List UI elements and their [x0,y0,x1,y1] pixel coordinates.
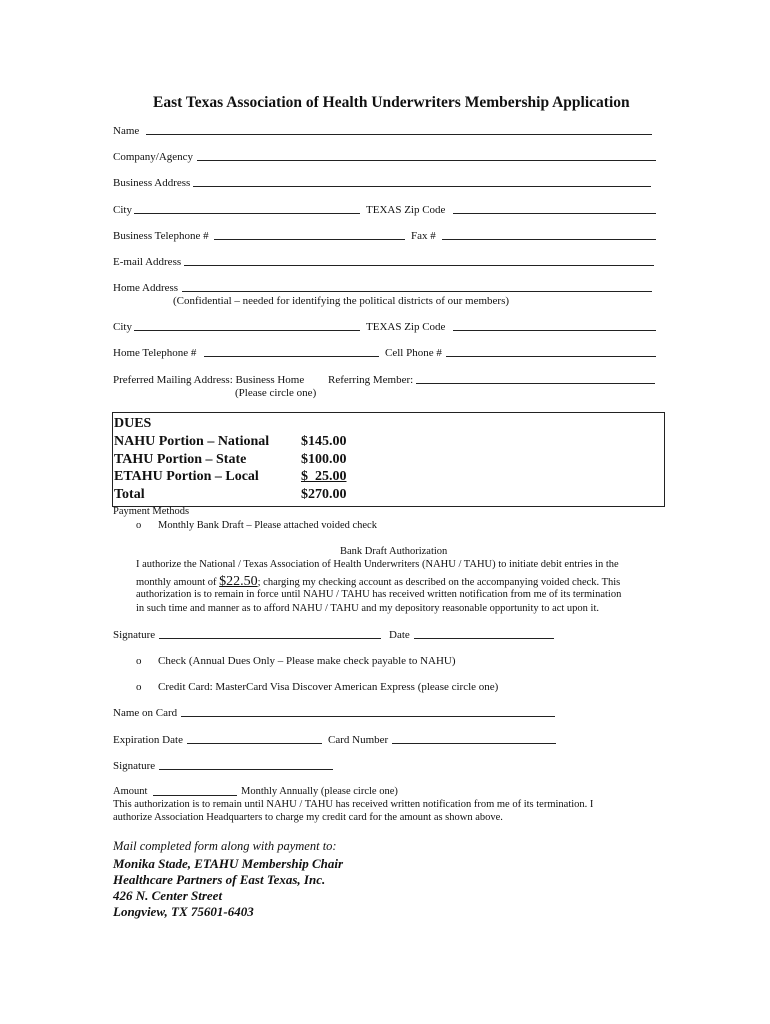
date-field[interactable] [414,638,554,639]
auth-line-2: monthly amount of $22.50; charging my checking account as described on the accompanying voided check. This [136,574,621,589]
fax-label: Fax # [411,230,436,242]
expiration-field[interactable] [187,743,322,744]
dues-local-amount: $ 25.00 [301,469,347,484]
business-phone-field[interactable] [214,239,405,240]
check-option: Check (Annual Dues Only – Please make check payable to NAHU) [158,655,456,667]
name-field[interactable] [146,134,652,135]
home-phone-field[interactable] [204,356,379,357]
auth-line-3: authorization is to remain in force until NAHU / TAHU has received written notification from me of its termination [136,589,622,600]
zip2-field[interactable] [453,330,656,331]
name-on-card-label: Name on Card [113,707,178,719]
please-circle-note: (Please circle one) [235,387,317,399]
zip-label: TEXAS Zip Code [366,204,446,216]
cell-phone-label: Cell Phone # [385,347,442,359]
amount-field[interactable] [153,795,237,796]
dues-total-amount: $270.00 [301,487,347,502]
referring-member-field[interactable] [416,383,655,384]
city2-label: City [113,321,132,333]
card-number-label: Card Number [328,734,389,746]
expiration-label: Expiration Date [113,734,183,746]
dues-local-label: ETAHU Portion – Local [114,469,259,484]
city2-field[interactable] [134,330,360,331]
date-label: Date [389,629,410,641]
home-address-label: Home Address [113,282,179,294]
company-label: Company/Agency [113,151,194,163]
credit-bullet[interactable]: o [136,681,142,693]
name-on-card-field[interactable] [181,716,555,717]
city-label: City [113,204,132,216]
signature-field[interactable] [159,638,381,639]
cc-auth-line-2: authorize Association Headquarters to charge my credit card for the amount as shown above. [113,812,503,823]
auth-amount: $22.50 [219,574,258,589]
dues-heading: DUES [114,416,152,431]
signature2-field[interactable] [159,769,333,770]
bank-draft-heading: Bank Draft Authorization [340,546,448,557]
zip-field[interactable] [453,213,656,214]
amount-label: Amount [113,786,148,797]
bank-draft-option: Monthly Bank Draft – Please attached voided check [158,520,377,531]
business-phone-label: Business Telephone # [113,230,209,242]
referring-member-label: Referring Member: [328,374,414,386]
cell-phone-field[interactable] [446,356,656,357]
bank-draft-bullet[interactable]: o [136,520,142,531]
email-label: E-mail Address [113,256,182,268]
auth-line-1: I authorize the National / Texas Association of Health Underwriters (NAHU / TAHU) to initiate debit entries in the [136,559,619,570]
name-label: Name [113,125,140,137]
mail-line-3: 426 N. Center Street [113,888,223,903]
payment-methods-label: Payment Methods [113,506,190,517]
credit-option[interactable]: Credit Card: MasterCard Visa Discover American Express (please circle one) [158,681,499,693]
dues-state-amount: $100.00 [301,452,347,467]
cc-auth-line-1: This authorization is to remain until NAHU / TAHU has received written notification from me of its termination. I [113,799,594,810]
signature-label: Signature [113,629,156,641]
fax-field[interactable] [442,239,656,240]
dues-total-label: Total [114,487,145,502]
check-bullet[interactable]: o [136,655,142,667]
mail-line-4: Longview, TX 75601-6403 [113,904,254,919]
dues-national-amount: $145.00 [301,434,347,449]
business-address-label: Business Address [113,177,191,189]
card-number-field[interactable] [392,743,556,744]
city-field[interactable] [134,213,360,214]
business-address-field[interactable] [193,186,651,187]
dues-state-label: TAHU Portion – State [114,452,247,467]
form-title: East Texas Association of Health Underwriters Membership Application [153,94,630,111]
mail-intro: Mail completed form along with payment to: [113,839,337,853]
home-address-field[interactable] [182,291,652,292]
dues-national-label: NAHU Portion – National [114,434,270,449]
zip2-label: TEXAS Zip Code [366,321,446,333]
confidential-note: (Confidential – needed for identifying the political districts of our members) [173,295,510,307]
mail-line-1: Monika Stade, ETAHU Membership Chair [113,856,344,871]
email-field[interactable] [184,265,654,266]
signature2-label: Signature [113,760,156,772]
auth-line-4: in such time and manner as to afford NAHU / TAHU and my depository reasonable opportunity to act upon it. [136,603,600,614]
mail-line-2: Healthcare Partners of East Texas, Inc. [113,872,326,887]
monthly-annually[interactable]: Monthly Annually (please circle one) [241,786,398,797]
company-field[interactable] [197,160,656,161]
home-phone-label: Home Telephone # [113,347,197,359]
preferred-mailing-label[interactable]: Preferred Mailing Address: Business Home [113,374,305,386]
